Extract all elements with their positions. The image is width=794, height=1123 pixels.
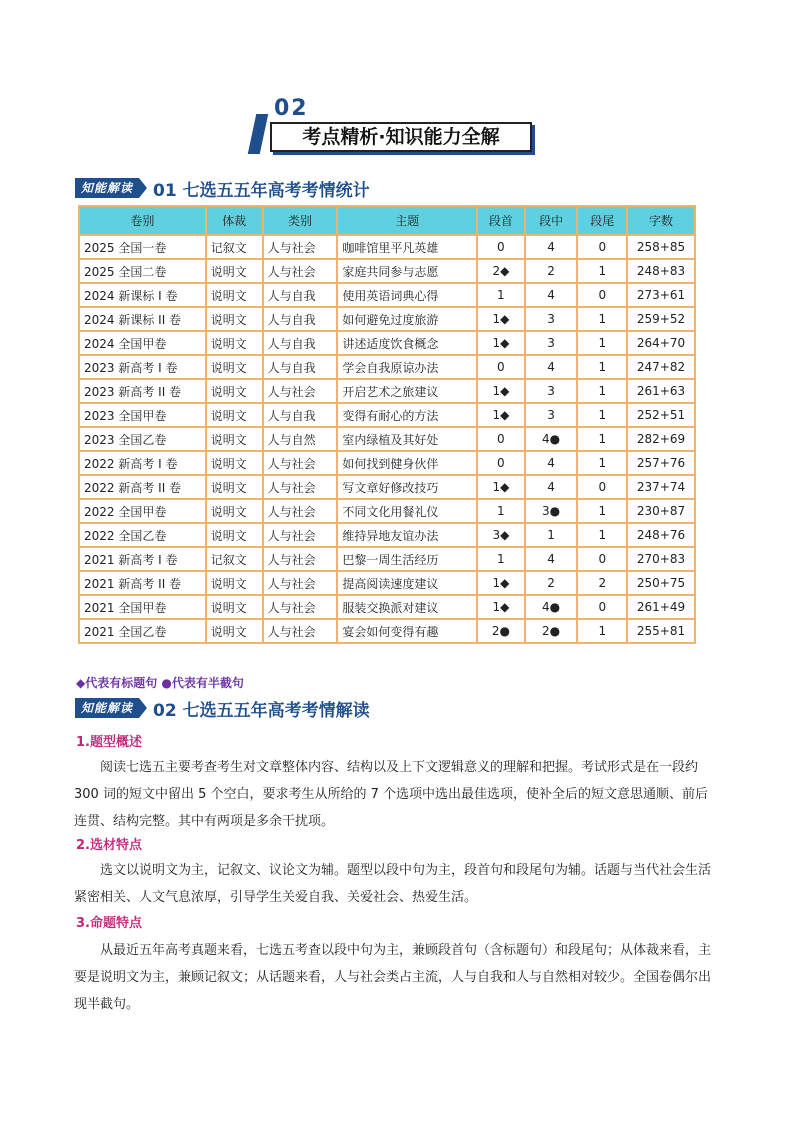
table-cell: 2024 新课标 II 卷	[79, 307, 206, 331]
table-cell: 记叙文	[206, 235, 263, 259]
table-cell: 说明文	[206, 427, 263, 451]
table-cell: 1	[577, 259, 627, 283]
table-cell: 4	[525, 475, 578, 499]
table-cell: 不同文化用餐礼仪	[337, 499, 477, 523]
table-cell: 1	[577, 331, 627, 355]
table-cell: 3●	[525, 499, 578, 523]
table-cell: 学会自我原谅办法	[337, 355, 477, 379]
table-cell: 2024 新课标 I 卷	[79, 283, 206, 307]
table-cell: 1	[577, 523, 627, 547]
table-cell: 1◆	[477, 379, 525, 403]
table-cell: 2◆	[477, 259, 525, 283]
table-cell: 4●	[525, 595, 578, 619]
table-cell: 1	[477, 499, 525, 523]
table-cell: 家庭共同参与志愿	[337, 259, 477, 283]
table-cell: 说明文	[206, 523, 263, 547]
table-header-cell: 字数	[627, 206, 695, 235]
section-banner	[252, 96, 542, 160]
table-cell: 人与自我	[263, 283, 338, 307]
table-cell: 人与社会	[263, 571, 338, 595]
table-cell: 2●	[477, 619, 525, 643]
table-row	[79, 619, 695, 643]
table-row	[79, 307, 695, 331]
table-cell: 1	[577, 499, 627, 523]
table-cell: 248+83	[627, 259, 695, 283]
table-cell: 2023 全国甲卷	[79, 403, 206, 427]
table-cell: 1	[577, 619, 627, 643]
table-cell: 人与自我	[263, 403, 338, 427]
table-cell: 人与社会	[263, 475, 338, 499]
section-tag: 知能解读	[75, 698, 139, 718]
table-cell: 2021 新高考 I 卷	[79, 547, 206, 571]
table-cell: 237+74	[627, 475, 695, 499]
table-cell: 261+63	[627, 379, 695, 403]
table-row	[79, 475, 695, 499]
table-cell: 282+69	[627, 427, 695, 451]
table-header-cell: 卷别	[79, 206, 206, 235]
table-cell: 270+83	[627, 547, 695, 571]
table-row	[79, 235, 695, 259]
table-cell: 258+85	[627, 235, 695, 259]
table-header-row	[79, 206, 695, 235]
exam-stats-table	[78, 205, 696, 644]
table-cell: 0	[477, 355, 525, 379]
table-cell: 273+61	[627, 283, 695, 307]
table-row	[79, 355, 695, 379]
table-cell: 4●	[525, 427, 578, 451]
table-cell: 说明文	[206, 451, 263, 475]
table-cell: 使用英语词典心得	[337, 283, 477, 307]
table-cell: 提高阅读速度建议	[337, 571, 477, 595]
table-cell: 1◆	[477, 595, 525, 619]
banner-number: 02	[274, 96, 309, 121]
table-cell: 1	[577, 403, 627, 427]
table-cell: 3	[525, 379, 578, 403]
table-cell: 0	[577, 547, 627, 571]
table-cell: 1	[477, 283, 525, 307]
banner-accent-bar	[248, 114, 269, 154]
subsection-paragraph: 阅读七选五主要考查考生对文章整体内容、结构以及上下文逻辑意义的理解和把握。考试形式是在一段约 300 词的短文中留出 5 个空白，要求考生从所给的 7 个选项中选出最佳选项，使补全后的短文意思通顺、前后连贯、结构完整。其中有两项是多余干扰项。	[74, 760, 709, 829]
subsection-heading: 2.选材特点	[76, 838, 142, 853]
table-cell: 室内绿植及其好处	[337, 427, 477, 451]
table-row	[79, 571, 695, 595]
table-cell: 1	[577, 379, 627, 403]
table-row	[79, 595, 695, 619]
subsection-heading: 1.题型概述	[76, 735, 142, 750]
table-cell: 250+75	[627, 571, 695, 595]
table-cell: 248+76	[627, 523, 695, 547]
table-cell: 人与社会	[263, 499, 338, 523]
table-cell: 4	[525, 235, 578, 259]
table-cell: 230+87	[627, 499, 695, 523]
table-cell: 人与社会	[263, 235, 338, 259]
table-cell: 如何避免过度旅游	[337, 307, 477, 331]
table-cell: 264+70	[627, 331, 695, 355]
table-cell: 1◆	[477, 403, 525, 427]
table-cell: 1◆	[477, 571, 525, 595]
table-header-cell: 体裁	[206, 206, 263, 235]
table-cell: 0	[477, 235, 525, 259]
table-row	[79, 547, 695, 571]
table-cell: 人与社会	[263, 451, 338, 475]
table-cell: 宴会如何变得有趣	[337, 619, 477, 643]
section-2-header	[75, 697, 370, 719]
table-cell: 0	[477, 451, 525, 475]
section-title: 02 七选五五年高考考情解读	[153, 700, 370, 721]
section-title: 01 七选五五年高考考情统计	[153, 180, 370, 201]
table-cell: 2025 全国一卷	[79, 235, 206, 259]
table-cell: 1	[577, 355, 627, 379]
table-cell: 讲述适度饮食概念	[337, 331, 477, 355]
table-cell: 257+76	[627, 451, 695, 475]
table-cell: 252+51	[627, 403, 695, 427]
table-cell: 4	[525, 283, 578, 307]
table-cell: 2023 新高考 I 卷	[79, 355, 206, 379]
table-cell: 说明文	[206, 571, 263, 595]
banner-title: 考点精析·知识能力全解	[270, 122, 532, 152]
table-cell: 2021 新高考 II 卷	[79, 571, 206, 595]
section-tag: 知能解读	[75, 178, 139, 198]
table-cell: 2022 全国甲卷	[79, 499, 206, 523]
table-row	[79, 523, 695, 547]
table-cell: 服装交换派对建议	[337, 595, 477, 619]
table-cell: 说明文	[206, 403, 263, 427]
table-cell: 维持异地友谊办法	[337, 523, 477, 547]
table-cell: 0	[577, 595, 627, 619]
table-cell: 1	[525, 523, 578, 547]
table-cell: 3	[525, 307, 578, 331]
table-header-cell: 段尾	[577, 206, 627, 235]
table-cell: 变得有耐心的方法	[337, 403, 477, 427]
table-cell: 说明文	[206, 355, 263, 379]
table-cell: 说明文	[206, 379, 263, 403]
table-cell: 2022 新高考 II 卷	[79, 475, 206, 499]
table-cell: 0	[577, 283, 627, 307]
table-cell: 咖啡馆里平凡英雄	[337, 235, 477, 259]
table-cell: 1◆	[477, 475, 525, 499]
table-cell: 1	[477, 547, 525, 571]
table-cell: 2025 全国二卷	[79, 259, 206, 283]
table-cell: 2021 全国甲卷	[79, 595, 206, 619]
table-cell: 人与社会	[263, 595, 338, 619]
table-cell: 人与自我	[263, 307, 338, 331]
table-cell: 247+82	[627, 355, 695, 379]
table-cell: 2	[577, 571, 627, 595]
table-cell: 说明文	[206, 619, 263, 643]
table-cell: 说明文	[206, 259, 263, 283]
table-cell: 3	[525, 331, 578, 355]
table-header-cell: 类别	[263, 206, 338, 235]
table-cell: 人与社会	[263, 547, 338, 571]
table-cell: 261+49	[627, 595, 695, 619]
table-cell: 2●	[525, 619, 578, 643]
table-row	[79, 259, 695, 283]
table-cell: 说明文	[206, 475, 263, 499]
table-cell: 人与社会	[263, 259, 338, 283]
table-cell: 说明文	[206, 499, 263, 523]
table-row	[79, 379, 695, 403]
table-cell: 2	[525, 259, 578, 283]
table-cell: 4	[525, 355, 578, 379]
table-header-cell: 段中	[525, 206, 578, 235]
table-cell: 人与自我	[263, 331, 338, 355]
subsection-paragraph: 选文以说明文为主，记叙文、议论文为辅。题型以段中句为主，段首句和段尾句为辅。话题与当代社会生活紧密相关、人文气息浓厚，引导学生关爱自我、关爱社会、热爱生活。	[74, 863, 712, 905]
table-cell: 人与自然	[263, 427, 338, 451]
table-cell: 2	[525, 571, 578, 595]
table-cell: 人与社会	[263, 523, 338, 547]
table-cell: 4	[525, 451, 578, 475]
table-cell: 1◆	[477, 307, 525, 331]
table-cell: 记叙文	[206, 547, 263, 571]
table-cell: 255+81	[627, 619, 695, 643]
table-row	[79, 403, 695, 427]
table-cell: 说明文	[206, 307, 263, 331]
table-cell: 4	[525, 547, 578, 571]
table-row	[79, 451, 695, 475]
table-header-cell: 段首	[477, 206, 525, 235]
subsection-paragraph: 从最近五年高考真题来看，七选五考查以段中句为主，兼顾段首句（含标题句）和段尾句；从体裁来看，主要是说明文为主，兼顾记叙文；从话题来看，人与社会类占主流，人与自我和人与自然相对较少。全国卷偶尔出现半截句。	[74, 943, 712, 1012]
table-cell: 259+52	[627, 307, 695, 331]
table-cell: 说明文	[206, 331, 263, 355]
table-cell: 1	[577, 307, 627, 331]
table-cell: 写文章好修改技巧	[337, 475, 477, 499]
table-cell: 3◆	[477, 523, 525, 547]
table-cell: 开启艺术之旅建议	[337, 379, 477, 403]
table-legend: ◆代表有标题句 ●代表有半截句	[76, 676, 244, 690]
table-cell: 0	[477, 427, 525, 451]
table-cell: 人与自我	[263, 355, 338, 379]
table-cell: 2022 新高考 I 卷	[79, 451, 206, 475]
table-cell: 如何找到健身伙伴	[337, 451, 477, 475]
table-row	[79, 283, 695, 307]
table-cell: 巴黎一周生活经历	[337, 547, 477, 571]
table-cell: 2023 全国乙卷	[79, 427, 206, 451]
table-cell: 人与社会	[263, 619, 338, 643]
table-cell: 说明文	[206, 283, 263, 307]
table-row	[79, 499, 695, 523]
table-header-cell: 主题	[337, 206, 477, 235]
table-cell: 2021 全国乙卷	[79, 619, 206, 643]
table-cell: 1	[577, 451, 627, 475]
table-cell: 说明文	[206, 595, 263, 619]
table-cell: 1	[577, 427, 627, 451]
table-cell: 2023 新高考 II 卷	[79, 379, 206, 403]
table-row	[79, 427, 695, 451]
table-cell: 2022 全国乙卷	[79, 523, 206, 547]
table-cell: 人与社会	[263, 379, 338, 403]
table-cell: 1◆	[477, 331, 525, 355]
table-cell: 0	[577, 235, 627, 259]
table-cell: 2024 全国甲卷	[79, 331, 206, 355]
table-cell: 3	[525, 403, 578, 427]
section-1-header	[75, 177, 370, 199]
table-row	[79, 331, 695, 355]
subsection-heading: 3.命题特点	[76, 916, 142, 931]
table-cell: 0	[577, 475, 627, 499]
